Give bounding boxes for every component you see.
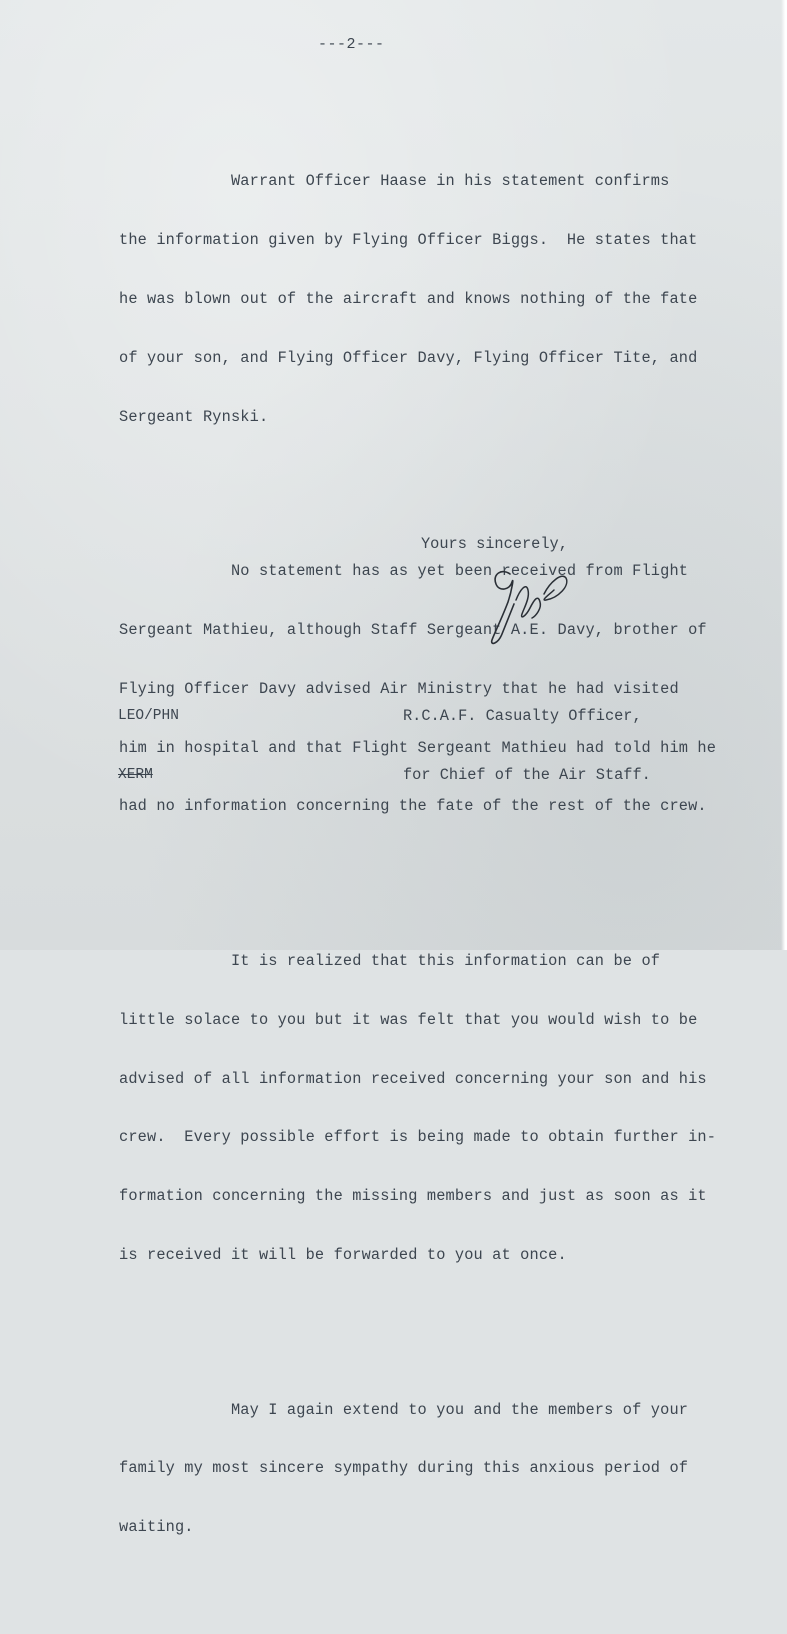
paragraph — [119, 133, 759, 466]
text-line: advised of all information received concerning your son and his — [119, 1069, 707, 1088]
letter-body — [119, 94, 759, 1634]
handwritten-signature — [480, 560, 580, 650]
reference-line: LEO/PHN — [118, 708, 179, 725]
text-line: No statement has as yet been received from Flight — [119, 562, 689, 581]
text-line: crew. Every possible effort is being made to obtain further in- — [119, 1128, 717, 1147]
reference-initials — [118, 668, 179, 825]
text-line: him in hospital and that Flight Sergeant Mathieu had told him he — [119, 738, 717, 757]
text-line: waiting. — [119, 1518, 194, 1537]
reference-line-struck: XERM — [118, 766, 153, 783]
signatory-title: R.C.A.F. Casualty Officer, — [403, 707, 642, 726]
text-line: It is realized that this information can be of — [119, 951, 661, 970]
text-line: Warrant Officer Haase in his statement confirms — [119, 172, 670, 191]
signatory-block — [403, 668, 651, 825]
page-number: ---2--- — [318, 36, 385, 53]
text-line: had no information concerning the fate of the rest of the crew. — [119, 797, 707, 816]
text-line: family my most sincere sympathy during this anxious period of — [119, 1459, 689, 1478]
text-line: he was blown out of the aircraft and knows nothing of the fate — [119, 289, 698, 308]
text-line: is received it will be forwarded to you at once. — [119, 1245, 567, 1264]
text-line: formation concerning the missing members and just as soon as it — [119, 1187, 707, 1206]
page-edge — [781, 0, 787, 950]
text-line: little solace to you but it was felt that you would wish to be — [119, 1010, 698, 1029]
text-line: Flying Officer Davy advised Air Ministry that he had visited — [119, 679, 679, 698]
text-line: Sergeant Rynski. — [119, 407, 269, 426]
paragraph — [119, 913, 759, 1305]
text-line: of your son, and Flying Officer Davy, Flying Officer Tite, and — [119, 348, 698, 367]
closing-salutation: Yours sincerely, — [421, 535, 568, 553]
text-line: the information given by Flying Officer Biggs. He states that — [119, 231, 698, 250]
signatory-on-behalf: for Chief of the Air Staff. — [403, 765, 651, 784]
text-line: Sergeant Mathieu, although Staff Sergeant A.E. Davy, brother of — [119, 620, 707, 639]
paragraph — [119, 1361, 759, 1577]
text-line: May I again extend to you and the members of your — [119, 1400, 689, 1419]
